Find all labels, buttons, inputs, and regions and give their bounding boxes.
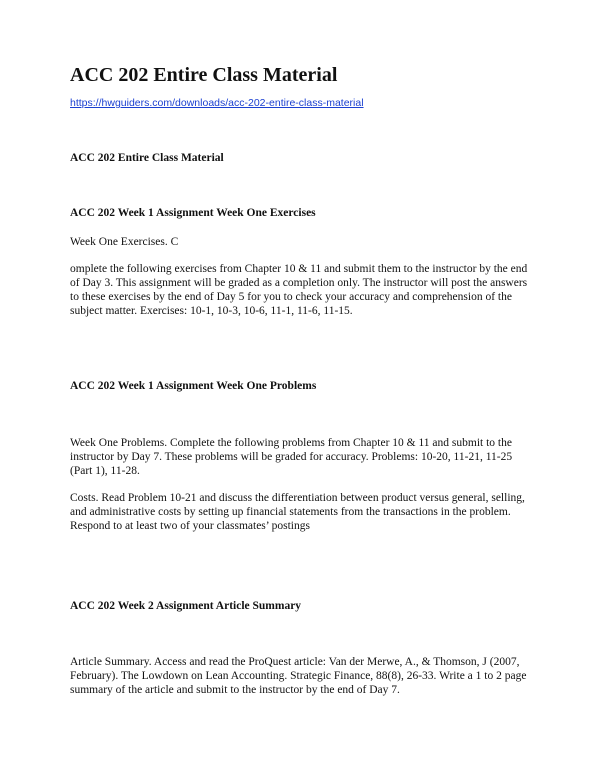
section-heading-week1-exercises: ACC 202 Week 1 Assignment Week One Exercises: [70, 207, 316, 219]
section-heading-week1-problems: ACC 202 Week 1 Assignment Week One Problems: [70, 380, 317, 392]
section-heading-week2-article: ACC 202 Week 2 Assignment Article Summary: [70, 600, 302, 612]
source-link[interactable]: https://hwguiders.com/downloads/acc-202-entire-class-material: [70, 97, 364, 109]
section-paragraph: Article Summary. Access and read the ProQuest article: Van der Merwe, A., & Thomson, J (2007, February). The Lowdown on Lean Accounting. Strategic Finance, 88(8), 26-33. Write a 1 to 2 page summary of the article and submit to the instructor by the end of Day 7.: [70, 656, 527, 696]
subtitle: ACC 202 Entire Class Material: [70, 152, 224, 164]
section-paragraph: Week One Problems. Complete the following problems from Chapter 10 & 11 and submit to the instructor by Day 7. These problems will be graded for accuracy. Problems: 10-20, 11-21, 11-25 (Part 1), 11-28.: [70, 437, 513, 477]
section-paragraph: Week One Exercises. C: [70, 236, 179, 248]
section-paragraph: Costs. Read Problem 10-21 and discuss the differentiation between product versus general, selling, and administrative costs by setting up financial statements from the transactions in the problem. Respond to at least two of your classmates’ postings: [70, 492, 525, 532]
section-paragraph: omplete the following exercises from Chapter 10 & 11 and submit them to the instructor by the end of Day 3. This assignment will be graded as a completion only. The instructor will post the answers to these exercises by the end of Day 5 for you to check your accuracy and comprehension of the subject matter. Exercises: 10-1, 10-3, 10-6, 11-1, 11-6, 11-15.: [70, 263, 528, 317]
page-title: ACC 202 Entire Class Material: [70, 64, 338, 86]
